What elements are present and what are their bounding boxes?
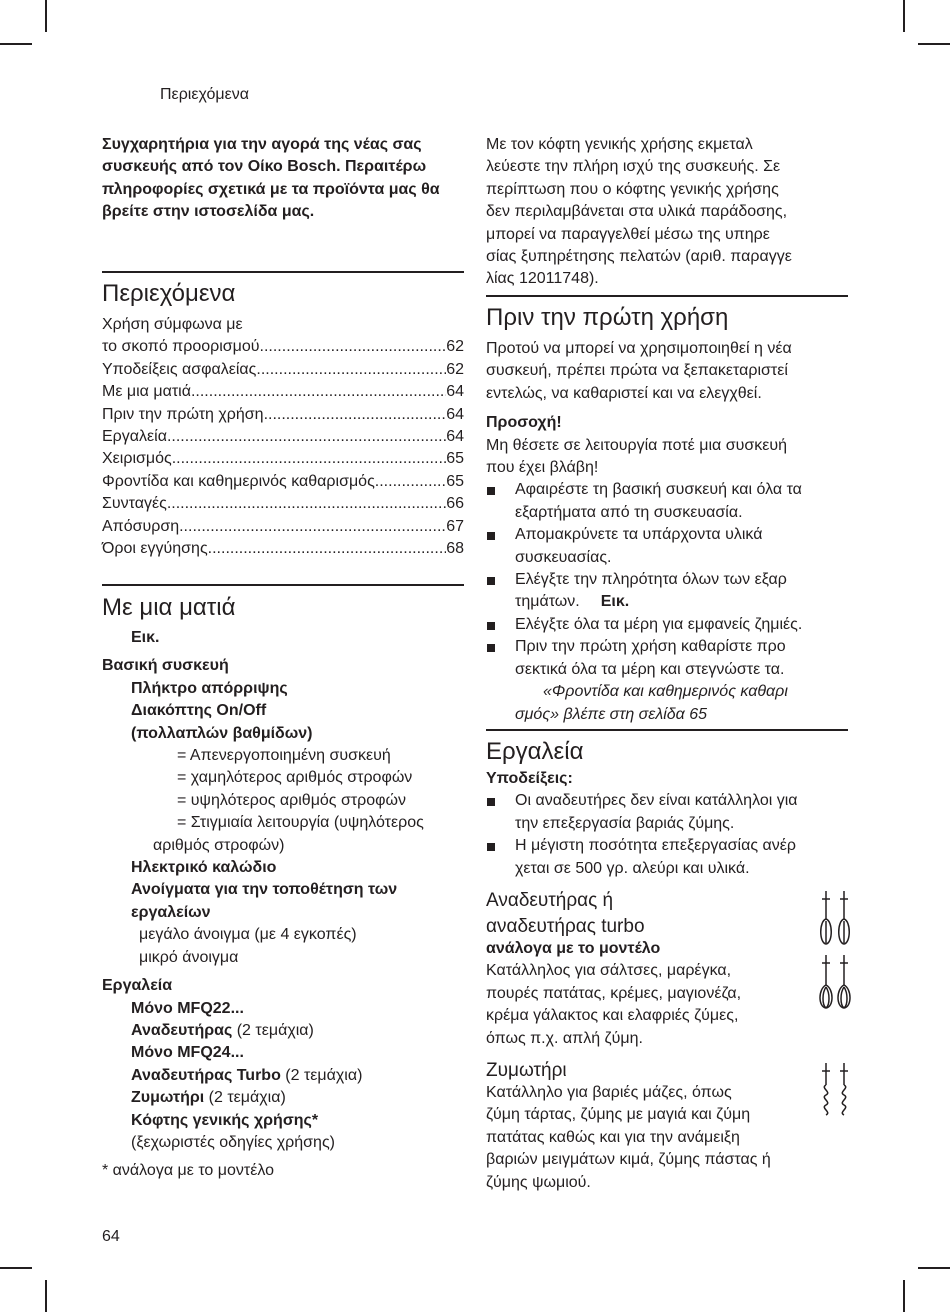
cross-reference[interactable]: «Φροντίδα και καθημερινός καθαρι <box>543 683 788 701</box>
section-rule <box>486 295 848 297</box>
toc-page: 62 <box>446 338 464 356</box>
kneader-description <box>486 1082 816 1194</box>
crop-mark <box>918 43 950 45</box>
beater-heading: Αναδευτήρας ή <box>486 890 614 911</box>
toc-entry[interactable] <box>102 448 464 470</box>
cutter-note: (ξεχωριστές οδηγίες χρήσης) <box>131 1133 335 1151</box>
text-line: Πριν την πρώτη χρήση καθαρίστε προ <box>515 638 786 656</box>
text-line: Οι αναδευτήρες δεν είναι κατάλληλοι για <box>515 792 798 810</box>
text-line: ζύμη τάρτας, ζύμης με μαγιά και ζύμη <box>486 1106 751 1124</box>
turbo-beaters-quantity: (2 τεμάχια) <box>280 1066 363 1084</box>
model-mfq22-label: Μόνο MFQ22... <box>131 999 244 1017</box>
setting-item: = υψηλότερος αριθμός στροφών <box>177 791 407 809</box>
toc-label: Εργαλεία <box>102 427 167 445</box>
model-mfq24-label: Μόνο MFQ24... <box>131 1044 244 1062</box>
section-rule <box>102 271 464 273</box>
beater-heading-cont: αναδευτήρας turbo <box>486 916 645 937</box>
tools-heading: Εργαλεία <box>486 738 584 765</box>
text-line: Κατάλληλο για βαριές μάζες, όπως <box>486 1084 732 1101</box>
toc-page: 62 <box>446 360 464 378</box>
toc-page: 65 <box>446 450 464 468</box>
overview-heading: Με μια ματιά <box>102 594 236 621</box>
list-item <box>486 614 850 636</box>
before-use-heading: Πριν την πρώτη χρήση <box>486 304 729 331</box>
text-line: χεται σε 500 γρ. αλεύρι και υλικά. <box>515 859 750 877</box>
crop-mark <box>45 1280 47 1312</box>
toc-entry[interactable] <box>102 516 464 538</box>
text-line: συσκευασίας. <box>515 548 612 566</box>
toc-page: 68 <box>446 539 464 557</box>
toc-label: Όροι εγγύησης <box>102 539 208 557</box>
text-line: πουρές πατάτας, κρέμες, μαγιονέζα, <box>486 984 742 1002</box>
text-line: κρέμα γάλακτος και ελαφριές ζύμες, <box>486 1007 739 1025</box>
tools-label: Εργαλεία <box>102 977 173 995</box>
text-line: Κατάλληλος για σάλτσες, μαρέγκα, <box>486 962 732 980</box>
list-item <box>486 524 850 569</box>
text-line: συσκευή, πρέπει πρώτα να ξεπακεταριστεί <box>486 362 788 380</box>
openings-label: Ανοίγματα για την τοποθέτηση των <box>131 881 398 899</box>
text-line: πατάτας καθώς και για την ανάμειξη <box>486 1128 740 1146</box>
tools-notes <box>486 768 850 880</box>
kneaders-quantity: (2 τεμάχια) <box>204 1089 286 1107</box>
bullet-icon <box>487 622 495 630</box>
switch-label-cont: (πολλαπλών βαθμίδων) <box>131 724 313 742</box>
contents-heading: Περιεχόμενα <box>102 280 236 307</box>
toc-label: Φροντίδα και καθημερινός καθαρισμός <box>102 472 375 490</box>
setting-item: = Απενεργοποιημένη συσκευή <box>177 747 391 765</box>
crop-mark <box>903 1280 905 1312</box>
text-line: Απομακρύνετε τα υπάρχοντα υλικά <box>515 526 763 544</box>
text-line: Με τον κόφτη γενικής χρήσης εκμεταλ <box>486 136 753 153</box>
beater-pair-icon <box>815 889 855 947</box>
list-item <box>486 790 850 835</box>
crop-mark <box>918 1267 950 1269</box>
text-line: λεύεστε την πλήρη ισχύ της συσκευής. Σε <box>486 158 781 176</box>
toc-page: 67 <box>446 517 464 535</box>
toc-page: 64 <box>446 427 464 445</box>
bullet-icon <box>487 532 495 540</box>
toc-label: Πριν την πρώτη χρήση <box>102 405 264 423</box>
bullet-icon <box>487 798 495 806</box>
setting-item-cont: αριθμός στροφών) <box>153 836 285 854</box>
toc-page: 64 <box>446 405 464 423</box>
toc-entry[interactable] <box>102 538 464 560</box>
text-line: ζύμης ψωμιού. <box>486 1173 591 1191</box>
running-header: Περιεχόμενα <box>160 86 249 103</box>
text-line: Ελέγξτε όλα τα μέρη για εμφανείς ζημιές. <box>515 615 803 633</box>
crop-mark <box>903 0 905 32</box>
toc-label: Με μια ματιά <box>102 383 191 401</box>
text-line: την επεξεργασία βαριάς ζύμης. <box>515 814 735 832</box>
toc-label: Απόσυρση <box>102 517 180 535</box>
cable-label: Ηλεκτρικό καλώδιο <box>131 859 277 877</box>
text-line: εντελώς, να καθαριστεί και να ελεγχθεί. <box>486 384 762 402</box>
small-opening-label: μικρό άνοιγμα <box>139 948 239 966</box>
toc-entry[interactable] <box>102 359 464 381</box>
text-line: Ελέγξτε την πληρότητα όλων των εξαρ <box>515 571 787 589</box>
switch-label: Διακόπτης On/Off <box>131 702 267 720</box>
cutter-paragraph <box>486 134 848 291</box>
crop-mark <box>0 43 32 45</box>
toc-label: Υποδείξεις ασφαλείας <box>102 360 257 378</box>
text-line: σίας ξυπηρέτησης πελατών (αριθ. παραγγε <box>486 248 792 266</box>
toc-page: 65 <box>446 472 464 490</box>
openings-label-cont: εργαλείων <box>131 903 211 921</box>
toc-page: 64 <box>446 383 464 401</box>
bullet-icon <box>487 843 495 851</box>
beaters-label: Αναδευτήρας <box>131 1021 233 1039</box>
beater-description <box>486 938 806 1050</box>
text-line: εξαρτήματα από τη συσκευασία. <box>515 503 743 521</box>
bullet-icon <box>487 487 495 495</box>
notes-label: Υποδείξεις: <box>486 770 573 787</box>
list-item <box>486 479 850 524</box>
list-item <box>486 636 850 681</box>
page-number: 64 <box>102 1228 120 1245</box>
text-line: δεν περιλαμβάνεται στα υλικά παράδοσης, <box>486 203 788 221</box>
text-line: Αφαιρέστε τη βασική συσκευή και όλα τα <box>515 481 802 499</box>
crop-mark <box>45 0 47 32</box>
kneader-heading: Ζυμωτήρι <box>486 1060 567 1081</box>
model-note: ανάλογα με το μοντέλο <box>486 940 661 957</box>
table-of-contents <box>102 314 464 560</box>
toc-entry[interactable] <box>102 404 464 426</box>
toc-first-line: Χρήση σύμφωνα με <box>102 316 243 333</box>
kneaders-line <box>102 1087 467 1109</box>
bullet-icon <box>487 644 495 652</box>
toc-label: Χειρισμός <box>102 450 172 468</box>
kneaders-label: Ζυμωτήρι <box>131 1089 205 1107</box>
turbo-beater-pair-icon <box>815 953 855 1011</box>
intro-paragraph: Συγχαρητήρια για την αγορά της νέας σας συσκευής από τον Οίκο Bosch. Περαιτέρω πληροφορίες σχετικά με τα προϊόντα μας θα βρείτε στην ιστοσελίδα μας. <box>102 136 440 221</box>
toc-label: το σκοπό προορισμού <box>102 338 260 356</box>
text-line: περίπτωση που ο κόφτης γενικής χρήσης <box>486 180 779 198</box>
cutter-label: Κόφτης γενικής χρήσης* <box>131 1111 319 1129</box>
text-line: που έχει βλάβη! <box>486 459 599 477</box>
caution-label: Προσοχή! <box>486 414 562 432</box>
figure-reference: Εικ. <box>131 629 160 646</box>
turbo-beaters-line <box>102 1065 467 1087</box>
text-line: μπορεί να παραγγελθεί μέσω της υπηρε <box>486 225 770 243</box>
overview-list <box>102 627 467 1183</box>
base-unit-label: Βασική συσκευή <box>102 657 229 675</box>
footnote: * ανάλογα με το μοντέλο <box>102 1162 274 1180</box>
beaters-quantity: (2 τεμάχια) <box>232 1021 314 1039</box>
text-line: Η μέγιστη ποσότητα επεξεργασίας ανέρ <box>515 837 796 855</box>
toc-entry[interactable] <box>102 381 464 403</box>
bullet-icon <box>487 577 495 585</box>
toc-entry[interactable] <box>102 426 464 448</box>
turbo-beaters-label: Αναδευτήρας Turbo <box>131 1066 281 1084</box>
beaters-line <box>102 1020 467 1042</box>
figure-reference: Εικ. <box>600 593 630 611</box>
toc-entry[interactable] <box>102 336 464 358</box>
text-line: λίας 12011748). <box>486 270 599 288</box>
toc-entry[interactable] <box>102 471 464 493</box>
text-line: σεκτικά όλα τα μέρη και στεγνώστε τα. <box>515 660 785 678</box>
toc-entry[interactable] <box>102 493 464 515</box>
eject-button-label: Πλήκτρο απόρριψης <box>131 679 288 697</box>
crop-mark <box>0 1267 32 1269</box>
setting-item: = χαμηλότερος αριθμός στροφών <box>177 769 413 787</box>
text-line: όπως π.χ. απλή ζύμη. <box>486 1029 643 1047</box>
text-line: Προτού να μπορεί να χρησιμοποιηθεί η νέα <box>486 340 792 357</box>
text-line: Μη θέσετε σε λειτουργία ποτέ μια συσκευή <box>486 436 787 454</box>
list-item <box>486 569 850 614</box>
text-line: βαριών μειγμάτων κιμά, ζύμης πάστας ή <box>486 1151 771 1169</box>
list-item <box>486 835 850 880</box>
large-opening-label: μεγάλο άνοιγμα (με 4 εγκοπές) <box>139 926 357 944</box>
toc-label: Συνταγές <box>102 495 167 513</box>
before-use-section <box>486 338 850 726</box>
section-rule <box>102 584 464 586</box>
kneader-pair-icon <box>815 1061 855 1119</box>
setting-item: = Στιγμιαία λειτουργία (υψηλότερος <box>177 814 424 832</box>
cross-reference-cont[interactable]: σμός» βλέπε στη σελίδα 65 <box>515 705 708 723</box>
text-line: τημάτων. Εικ. <box>515 593 630 611</box>
toc-page: 66 <box>446 495 464 513</box>
section-rule <box>486 729 848 731</box>
